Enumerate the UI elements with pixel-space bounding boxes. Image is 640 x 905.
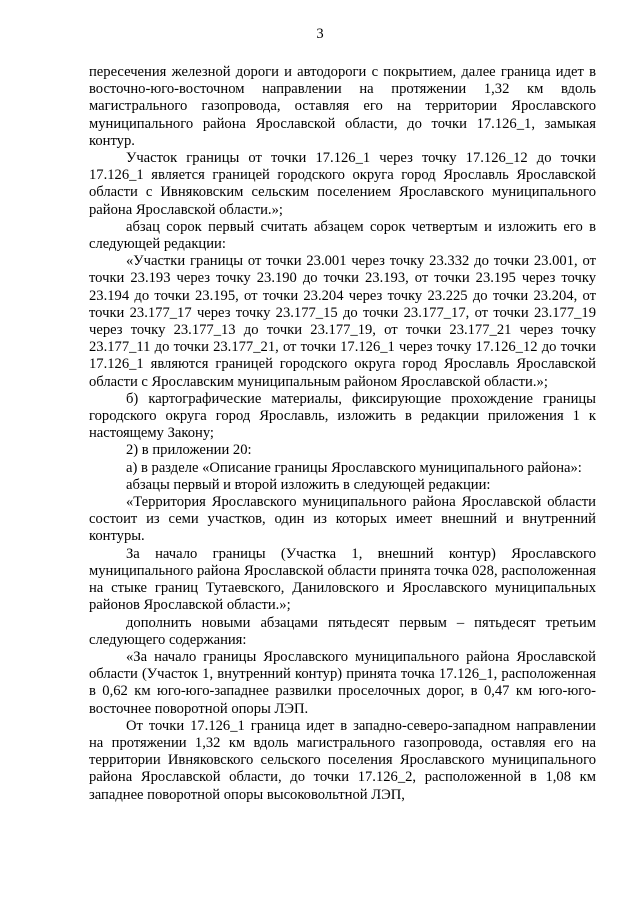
paragraph-amendment-instruction: абзацы первый и второй изложить в следующей редакции: — [126, 476, 491, 493]
paragraph-item-a: а) в разделе «Описание границы Ярославского муниципального района»: — [126, 459, 582, 476]
paragraph-amendment-instruction: абзац сорок первый считать абзацем сорок четвертым и изложить его в следующей редакции: — [89, 218, 596, 253]
paragraph-item-2: 2) в приложении 20: — [126, 442, 252, 459]
paragraph-inner-contour-start: «За начало границы Ярославского муниципального района Ярославской области (Участок 1, внутренний контур) принята точка 17.126_1, расположенная в 0,62 км юго-юго-западнее развилки проселочных дорог, в 0,47 км юго-юго-восточнее поворотной опоры ЛЭП. — [89, 648, 596, 717]
paragraph-item-b: б) картографические материалы, фиксирующие прохождение границы городского округа город Ярославль, изложить в редакции приложения 1 к настоящему Закону; — [89, 390, 596, 442]
paragraph-boundary-route: От точки 17.126_1 граница идет в западно-северо-западном направлении на протяжении 1,32 км вдоль магистрального газопровода, оставляя его на территории Ивняковского сельского поселения Ярославского муниципального района Ярославской области, до точки 17.126_2, расположенной в 1,08 км западнее поворотной опоры высоковольтной ЛЭП, — [89, 717, 596, 803]
page-number: 3 — [316, 26, 324, 42]
paragraph-outer-contour-start: За начало границы (Участка 1, внешний контур) Ярославского муниципального района Ярославской области принята точка 028, расположенная на стыке границ Тутаевского, Даниловского и Ярославского муниципальных районов Ярославской области.»; — [89, 545, 596, 614]
paragraph-territory-description: «Территория Ярославского муниципального района Ярославской области состоит из семи участков, один из которых имеет внешний и внутренний контуры. — [89, 494, 596, 545]
paragraph-continuation: пересечения железной дороги и автодороги с покрытием, далее граница идет в восточно-юго-восточном направлении на протяжении 1,32 км вдоль магистрального газопровода, оставляя его на территории Ярославского муниципального района Ярославской области, до точки 17.126_1, замыкая контур. — [89, 64, 596, 149]
document-body — [89, 64, 596, 804]
paragraph-boundary-sections-list: «Участки границы от точки 23.001 через точку 23.332 до точки 23.001, от точки 23.193 через точку 23.190 до точки 23.193, от точки 23.195 через точку 23.194 до точки 23.195, от точки 23.204 через точку 23.225 до точки 23.204, от точки 23.177_17 через точку 23.177_15 до точки 23.177_17, от точки 23.177_19 через точку 23.177_13 до точки 23.177_19, от точки 23.177_21 через точку 23.177_11 до точки 23.177_21, от точки 17.126_1 через точку 17.126_12 до точки 17.126_1 являются границей городского округа город Ярославль Ярославской области с Ярославским муниципальным районом Ярославской области.»; — [89, 253, 596, 390]
paragraph-boundary-section: Участок границы от точки 17.126_1 через точку 17.126_12 до точки 17.126_1 является границей городского округа город Ярославль Ярославской области с Ивняковским сельским поселением Ярославского муниципального района Ярославской области.»; — [89, 150, 596, 218]
paragraph-amendment-instruction: дополнить новыми абзацами пятьдесят первым – пятьдесят третьим следующего содержания: — [89, 614, 596, 648]
